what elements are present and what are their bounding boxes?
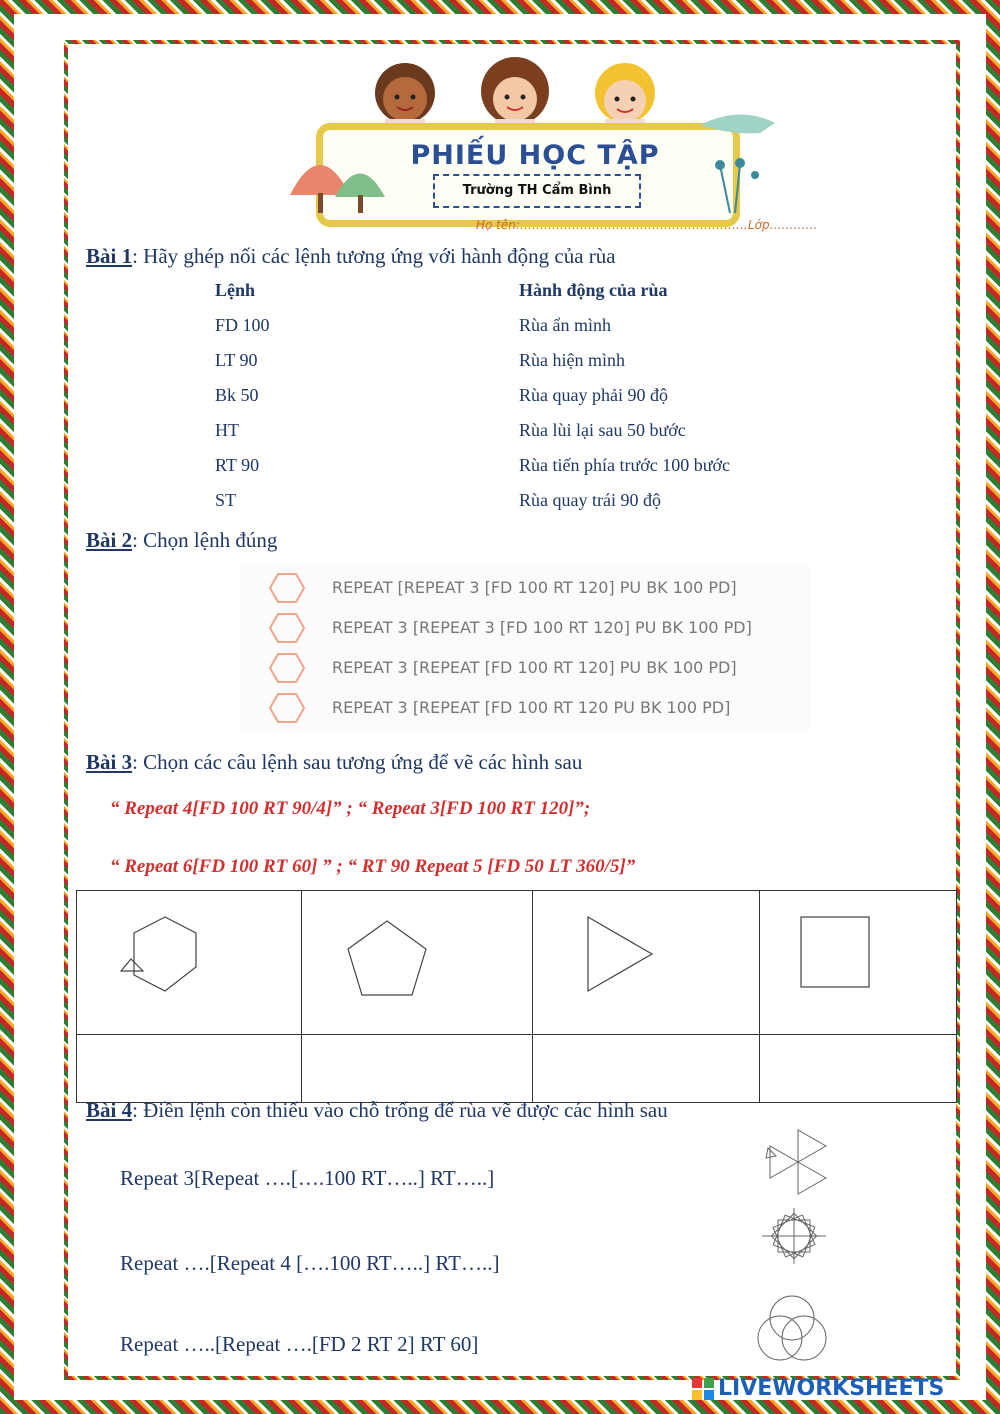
option-text: REPEAT 3 [REPEAT 3 [FD 100 RT 120] PU BK 100 PD] xyxy=(332,618,752,637)
worksheet-title: PHIẾU HỌC TẬP xyxy=(410,140,660,171)
header-banner xyxy=(280,55,820,235)
matching-table xyxy=(215,280,855,525)
answer-cell[interactable] xyxy=(77,1035,302,1103)
tree-illustration xyxy=(280,135,410,215)
rotated-squares-figure xyxy=(758,1206,830,1268)
shape-cell-hexagon xyxy=(77,891,302,1035)
answer-option[interactable] xyxy=(240,686,810,726)
exercise-1-heading xyxy=(86,244,616,269)
answer-options xyxy=(240,566,810,732)
shape-cell-square xyxy=(760,891,957,1035)
option-text: REPEAT 3 [REPEAT [FD 100 RT 120] PU BK 100 PD] xyxy=(332,658,737,677)
command-cell[interactable]: FD 100 xyxy=(215,315,270,335)
answer-cell[interactable] xyxy=(760,1035,957,1103)
exercise-2-heading xyxy=(86,528,277,553)
hexagon-radio-icon[interactable] xyxy=(268,692,306,724)
exercise-4-text: : Điền lệnh còn thiếu vào chỗ trống để rùa vẽ được các hình sau xyxy=(132,1098,668,1122)
answer-cell[interactable] xyxy=(302,1035,533,1103)
pentagon-shape xyxy=(302,891,532,1029)
exercise-4-heading xyxy=(86,1098,668,1123)
school-name: Trường TH Cẩm Bình xyxy=(433,174,641,208)
answer-option[interactable] xyxy=(240,566,810,606)
bird-plant-illustration xyxy=(680,105,820,215)
action-cell[interactable]: Rùa quay phải 90 độ xyxy=(519,385,668,405)
action-cell[interactable]: Rùa hiện mình xyxy=(519,350,625,370)
trefoil-figure xyxy=(752,1290,832,1366)
option-text: REPEAT [REPEAT 3 [FD 100 RT 120] PU BK 100 PD] xyxy=(332,578,737,597)
answer-option[interactable] xyxy=(240,606,810,646)
fill-in-line-1[interactable]: Repeat 3[Repeat ….[….100 RT…..] RT…..] xyxy=(120,1166,495,1190)
liveworksheets-logo-icon xyxy=(692,1378,714,1400)
triple-triangle-figure xyxy=(758,1126,848,1198)
shape-cell-pentagon xyxy=(302,891,533,1035)
name-class-line: Họ tên:…………………………………………………Lớp………… xyxy=(476,218,818,232)
liveworksheets-logo: LIVEWORKSHEETS xyxy=(718,1376,945,1401)
table-row xyxy=(215,490,855,525)
answer-option[interactable] xyxy=(240,646,810,686)
action-cell[interactable]: Rùa quay trái 90 độ xyxy=(519,490,661,510)
table-row xyxy=(215,315,855,350)
command-cell[interactable]: HT xyxy=(215,420,239,440)
exercise-4-label: Bài 4 xyxy=(86,1098,133,1122)
command-cell[interactable]: RT 90 xyxy=(215,455,260,475)
command-list-line-2: “ Repeat 6[FD 100 RT 60] ” ; “ RT 90 Repeat 5 [FD 50 LT 360/5]” xyxy=(110,856,636,877)
table-row xyxy=(215,385,855,420)
command-cell[interactable]: Bk 50 xyxy=(215,385,259,405)
exercise-1-text: : Hãy ghép nối các lệnh tương ứng với hành động của rùa xyxy=(132,244,616,268)
hexagon-radio-icon[interactable] xyxy=(268,652,306,684)
table-row xyxy=(215,420,855,455)
fill-in-line-2[interactable]: Repeat ….[Repeat 4 [….100 RT…..] RT…..] xyxy=(120,1251,500,1275)
shapes-table xyxy=(76,890,957,1103)
exercise-3-label: Bài 3 xyxy=(86,750,133,774)
command-cell[interactable]: LT 90 xyxy=(215,350,258,370)
option-text: REPEAT 3 [REPEAT [FD 100 RT 120 PU BK 100 PD] xyxy=(332,698,731,717)
column-header-action: Hành động của rùa xyxy=(519,280,668,300)
exercise-1-label: Bài 1 xyxy=(86,244,133,268)
shape-cell-triangle xyxy=(533,891,760,1035)
action-cell[interactable]: Rùa ẩn mình xyxy=(519,315,611,335)
table-row xyxy=(215,455,855,490)
exercise-3-heading xyxy=(86,750,582,775)
hexagon-turtle-shape xyxy=(77,891,301,1029)
answer-cell[interactable] xyxy=(533,1035,760,1103)
exercise-2-text: : Chọn lệnh đúng xyxy=(132,528,278,552)
exercise-2-label: Bài 2 xyxy=(86,528,133,552)
command-list-line-1: “ Repeat 4[FD 100 RT 90/4]” ; “ Repeat 3[FD 100 RT 120]”; xyxy=(110,798,591,819)
hexagon-radio-icon[interactable] xyxy=(268,572,306,604)
table-row xyxy=(215,350,855,385)
triangle-shape xyxy=(533,891,759,1029)
exercise-3-text: : Chọn các câu lệnh sau tương ứng để vẽ các hình sau xyxy=(132,750,583,774)
action-cell[interactable]: Rùa tiến phía trước 100 bước xyxy=(519,455,730,475)
column-header-command: Lệnh xyxy=(215,280,256,300)
fill-in-line-3[interactable]: Repeat …..[Repeat ….[FD 2 RT 2] RT 60] xyxy=(120,1332,479,1356)
hexagon-radio-icon[interactable] xyxy=(268,612,306,644)
command-cell[interactable]: ST xyxy=(215,490,237,510)
square-shape xyxy=(760,891,956,1029)
action-cell[interactable]: Rùa lùi lại sau 50 bước xyxy=(519,420,686,440)
